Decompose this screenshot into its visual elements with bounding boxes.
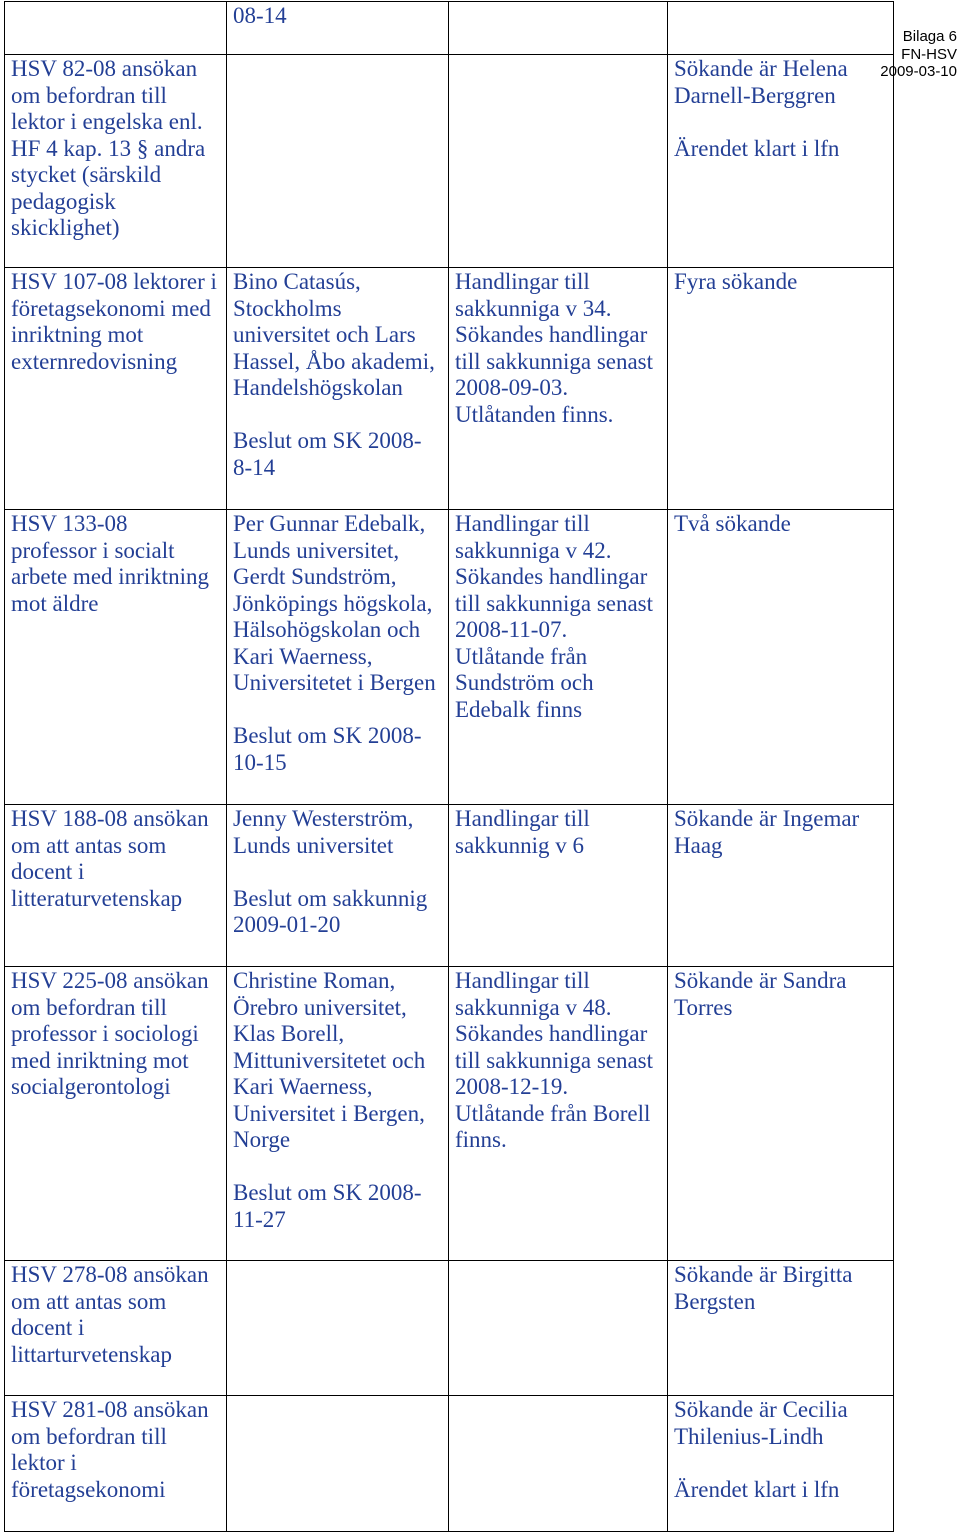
- cell-paragraph: [11, 269, 226, 375]
- cell-line: HF 4 kap. 13 § andra: [11, 135, 206, 161]
- cell-status: [449, 1396, 668, 1532]
- cell-line: finns.: [455, 1127, 507, 1152]
- cell-paragraph: [455, 269, 667, 428]
- attachment-label: Bilaga 6: [902, 28, 957, 45]
- cell-line: skicklighet): [11, 215, 120, 240]
- cell-line: Sundström och: [455, 670, 594, 695]
- cell-line: Ärendet klart i lfn: [674, 135, 840, 161]
- cell-line: HSV 188-08 ansökan: [11, 806, 209, 831]
- table-row: [5, 268, 894, 510]
- cell-line: företagsekonomi med: [11, 295, 211, 321]
- cell-line: stycket (särskild: [11, 162, 162, 187]
- cell-line: Per Gunnar Edebalk,: [233, 511, 426, 536]
- cell-line: Handlingar till: [455, 968, 590, 993]
- table-row: [5, 967, 894, 1261]
- cell-line: Sökande är Cecilia: [674, 1397, 848, 1422]
- cell-line: Kari Waerness,: [233, 643, 373, 669]
- cell-applicant: [668, 805, 894, 967]
- cell-line: arbete med inriktning: [11, 564, 209, 589]
- cell-paragraph: [233, 886, 448, 939]
- cell-status: [449, 55, 668, 268]
- cell-line: pedagogisk: [11, 188, 116, 214]
- cell-line: om att antas som: [11, 832, 167, 858]
- cell-line: med inriktning mot: [11, 1047, 189, 1073]
- cell-paragraph: [674, 1397, 893, 1450]
- cell-line: Beslut om SK 2008-: [233, 1180, 422, 1205]
- cell-line: 10-15: [233, 749, 287, 775]
- cell-line: Bergsten: [674, 1288, 756, 1314]
- cell-line: mot äldre: [11, 590, 99, 616]
- cell-line: Jenny Westerström,: [233, 806, 414, 831]
- cell-line: docent i: [11, 1315, 85, 1340]
- cell-line: HSV 107-08 lektorer i: [11, 269, 217, 294]
- cell-line: till sakkunniga senast: [455, 1047, 654, 1073]
- cell-line: Sökande är Sandra: [674, 968, 847, 993]
- cell-experts: [227, 510, 449, 805]
- cell-line: Sökandes handlingar: [455, 1021, 648, 1046]
- cell-line: Sökandes handlingar: [455, 322, 648, 347]
- cell-paragraph: [674, 1262, 893, 1315]
- cell-line: Utlåtande från: [455, 643, 588, 669]
- cell-line: Universitet i Bergen,: [233, 1100, 425, 1126]
- cell-paragraph: [674, 968, 893, 1021]
- table-row: [5, 1261, 894, 1396]
- cell-line: sakkunnig v 6: [455, 832, 585, 858]
- cell-line: till sakkunniga senast: [455, 590, 654, 616]
- cell-line: lektor i: [11, 1450, 77, 1475]
- cell-applicant: [668, 1261, 894, 1396]
- cell-line: HSV 82-08 ansökan: [11, 56, 198, 81]
- cell-line: Gerdt Sundström,: [233, 564, 397, 589]
- cell-paragraph: [455, 968, 667, 1154]
- cell-line: docent i: [11, 859, 85, 884]
- cell-applicant: [668, 510, 894, 805]
- cell-case: [5, 967, 227, 1261]
- table-row: [5, 55, 894, 268]
- cell-line: HSV 281-08 ansökan: [11, 1397, 209, 1422]
- cell-paragraph: [233, 269, 448, 402]
- cell-line: Darnell-Berggren: [674, 82, 836, 108]
- cell-line: Universitetet i Bergen: [233, 670, 436, 695]
- cell-line: Beslut om SK 2008-: [233, 428, 422, 453]
- cell-line: Handlingar till: [455, 511, 590, 536]
- cell-line: Handelshögskolan: [233, 375, 403, 400]
- cell-paragraph: [455, 806, 667, 859]
- cell-case: [5, 55, 227, 268]
- cell-line: Sökande är Helena: [674, 56, 848, 81]
- cell-line: Lunds universitet: [233, 832, 394, 858]
- cell-line: Fyra sökande: [674, 269, 798, 294]
- cell-line: professor i sociologi: [11, 1021, 199, 1046]
- cell-line: Utlåtande från Borell: [455, 1100, 651, 1126]
- cell-paragraph: [674, 511, 893, 538]
- cell-line: Beslut om SK 2008-: [233, 723, 422, 748]
- cell-line: Sökande är Ingemar: [674, 806, 860, 831]
- table-row: [5, 510, 894, 805]
- cell-line: till sakkunniga senast: [455, 348, 654, 374]
- cell-line: Beslut om sakkunnig: [233, 885, 428, 911]
- cell-status: [449, 268, 668, 510]
- cell-paragraph: [11, 56, 226, 242]
- cell-line: Thilenius-Lindh: [674, 1423, 824, 1449]
- cell-line: 2008-12-19.: [455, 1074, 569, 1099]
- cell-line: HSV 278-08 ansökan: [11, 1262, 209, 1287]
- cell-paragraph: [11, 968, 226, 1101]
- cell-line: Norge: [233, 1127, 291, 1152]
- cell-paragraph: [674, 56, 893, 109]
- cell-line: Kari Waerness,: [233, 1074, 373, 1099]
- cell-line: littarturvetenskap: [11, 1341, 172, 1367]
- cell-paragraph: [233, 1180, 448, 1233]
- cell-line: Stockholms: [233, 295, 342, 321]
- cell-line: Klas Borell,: [233, 1021, 345, 1046]
- cell-paragraph: [233, 428, 448, 481]
- cell-line: Sökande är Birgitta: [674, 1262, 853, 1287]
- cell-line: litteraturvetenskap: [11, 885, 183, 911]
- department-code: FN-HSV: [901, 45, 957, 63]
- cell-line: HSV 225-08 ansökan: [11, 968, 209, 993]
- cell-paragraph: [674, 1477, 893, 1504]
- cell-case: [5, 1396, 227, 1532]
- cell-line: 08-14: [233, 3, 287, 28]
- cell-line: Jönköpings högskola,: [233, 590, 433, 616]
- document-date: 2009-03-10: [880, 63, 957, 80]
- cell-line: sakkunniga v 42.: [455, 537, 612, 563]
- cell-applicant: [668, 1396, 894, 1532]
- cell-line: 2008-11-07.: [455, 617, 568, 642]
- cell-line: 2008-09-03.: [455, 375, 569, 400]
- cell-paragraph: [11, 806, 226, 912]
- cell-paragraph: [674, 269, 893, 296]
- cell-case: [5, 268, 227, 510]
- cell-line: Sökandes handlingar: [455, 564, 648, 589]
- cell-paragraph: [11, 1262, 226, 1368]
- cell-case: [5, 2, 227, 55]
- cell-line: externredovisning: [11, 348, 178, 374]
- cell-line: Christine Roman,: [233, 968, 396, 993]
- document-table: [4, 1, 894, 1532]
- table-row: [5, 2, 894, 55]
- cell-line: Utlåtanden finns.: [455, 401, 614, 427]
- cell-line: universitet och Lars: [233, 322, 416, 347]
- cell-line: Lunds universitet,: [233, 537, 400, 563]
- cell-experts: [227, 1396, 449, 1532]
- cell-line: företagsekonomi: [11, 1476, 166, 1502]
- cell-applicant: [668, 2, 894, 55]
- cell-experts: [227, 55, 449, 268]
- cell-experts: [227, 805, 449, 967]
- cell-paragraph: [11, 1397, 226, 1503]
- cell-paragraph: [233, 3, 448, 30]
- table-row: [5, 1396, 894, 1532]
- cell-status: [449, 1261, 668, 1396]
- cell-line: om befordran till: [11, 994, 167, 1020]
- cell-case: [5, 510, 227, 805]
- cell-paragraph: [233, 511, 448, 697]
- cell-paragraph: [233, 968, 448, 1154]
- cell-line: socialgerontologi: [11, 1074, 171, 1099]
- cell-line: sakkunniga v 48.: [455, 994, 612, 1020]
- cell-line: inriktning mot: [11, 322, 144, 347]
- cell-line: om att antas som: [11, 1288, 167, 1314]
- cell-line: lektor i engelska enl.: [11, 109, 203, 134]
- cell-case: [5, 1261, 227, 1396]
- document-header: [880, 28, 957, 81]
- cell-line: Örebro universitet,: [233, 994, 407, 1020]
- cell-case: [5, 805, 227, 967]
- cell-line: HSV 133-08: [11, 511, 128, 536]
- cell-status: [449, 967, 668, 1261]
- cell-line: om befordran till: [11, 82, 167, 108]
- cell-line: om befordran till: [11, 1423, 167, 1449]
- cell-paragraph: [233, 806, 448, 859]
- cell-line: 8-14: [233, 454, 276, 480]
- cell-applicant: [668, 268, 894, 510]
- cell-line: Två sökande: [674, 511, 791, 536]
- cell-experts: [227, 2, 449, 55]
- cell-line: Haag: [674, 832, 723, 858]
- cell-paragraph: [674, 806, 893, 859]
- cell-line: sakkunniga v 34.: [455, 295, 612, 321]
- cell-line: Bino Catasús,: [233, 269, 361, 294]
- cell-line: Edebalk finns: [455, 696, 583, 722]
- cell-paragraph: [674, 136, 893, 163]
- cell-line: professor i socialt: [11, 537, 175, 563]
- cell-status: [449, 805, 668, 967]
- cell-line: Handlingar till: [455, 269, 590, 294]
- cell-status: [449, 2, 668, 55]
- cell-line: 2009-01-20: [233, 912, 341, 937]
- cell-applicant: [668, 967, 894, 1261]
- cell-line: Mittuniversitetet och: [233, 1047, 426, 1073]
- table-row: [5, 805, 894, 967]
- cell-status: [449, 510, 668, 805]
- cell-line: 11-27: [233, 1206, 286, 1232]
- cell-paragraph: [11, 511, 226, 617]
- cell-paragraph: [233, 723, 448, 776]
- cell-line: Ärendet klart i lfn: [674, 1476, 840, 1502]
- cell-applicant: [668, 55, 894, 268]
- cell-line: Torres: [674, 994, 733, 1020]
- cell-experts: [227, 967, 449, 1261]
- cell-line: Hassel, Åbo akademi,: [233, 348, 435, 374]
- cell-line: Handlingar till: [455, 806, 590, 831]
- cell-experts: [227, 1261, 449, 1396]
- cell-experts: [227, 268, 449, 510]
- cell-paragraph: [455, 511, 667, 723]
- cell-line: Hälsohögskolan och: [233, 617, 421, 642]
